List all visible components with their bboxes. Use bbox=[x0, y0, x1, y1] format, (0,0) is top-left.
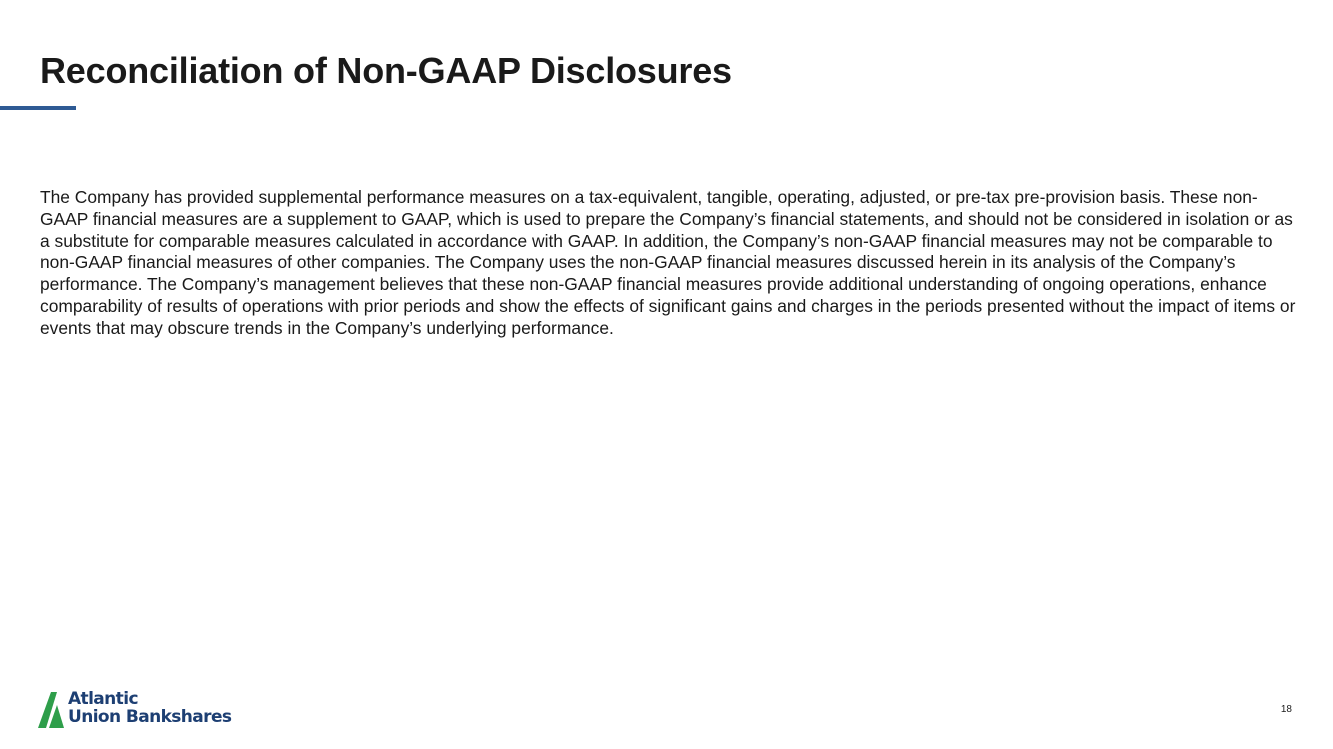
logo-line-union-bankshares: Union Bankshares bbox=[68, 707, 232, 727]
title-underline-rule bbox=[0, 106, 76, 110]
logo-wordmark bbox=[68, 690, 231, 726]
page-title: Reconciliation of Non-GAAP Disclosures bbox=[40, 50, 732, 91]
company-logo bbox=[38, 690, 268, 730]
logo-line-atlantic: Atlantic bbox=[68, 689, 138, 709]
disclosure-paragraph: The Company has provided supplemental performance measures on a tax-equivalent, tangible, operating, adjusted, or pre-tax pre-provision basis. These non-GAAP financial measures are a supplement to GAAP, which is used to prepare the Company’s financial statements, and should not be considered in isolation or as a substitute for comparable measures calculated in accordance with GAAP. In addition, the Company’s non-GAAP financial measures may not be comparable to non-GAAP financial measures of other companies. The Company uses the non-GAAP financial measures discussed herein in its analysis of the Company’s performance. The Company’s management believes that these non-GAAP financial measures provide additional understanding of ongoing operations, enhance comparability of results of operations with prior periods and show the effects of significant gains and charges in the periods presented without the impact of items or events that may obscure trends in the Company’s underlying performance. bbox=[40, 187, 1296, 338]
page-number: 18 bbox=[1280, 704, 1292, 715]
triangle-logo-icon bbox=[38, 692, 68, 728]
